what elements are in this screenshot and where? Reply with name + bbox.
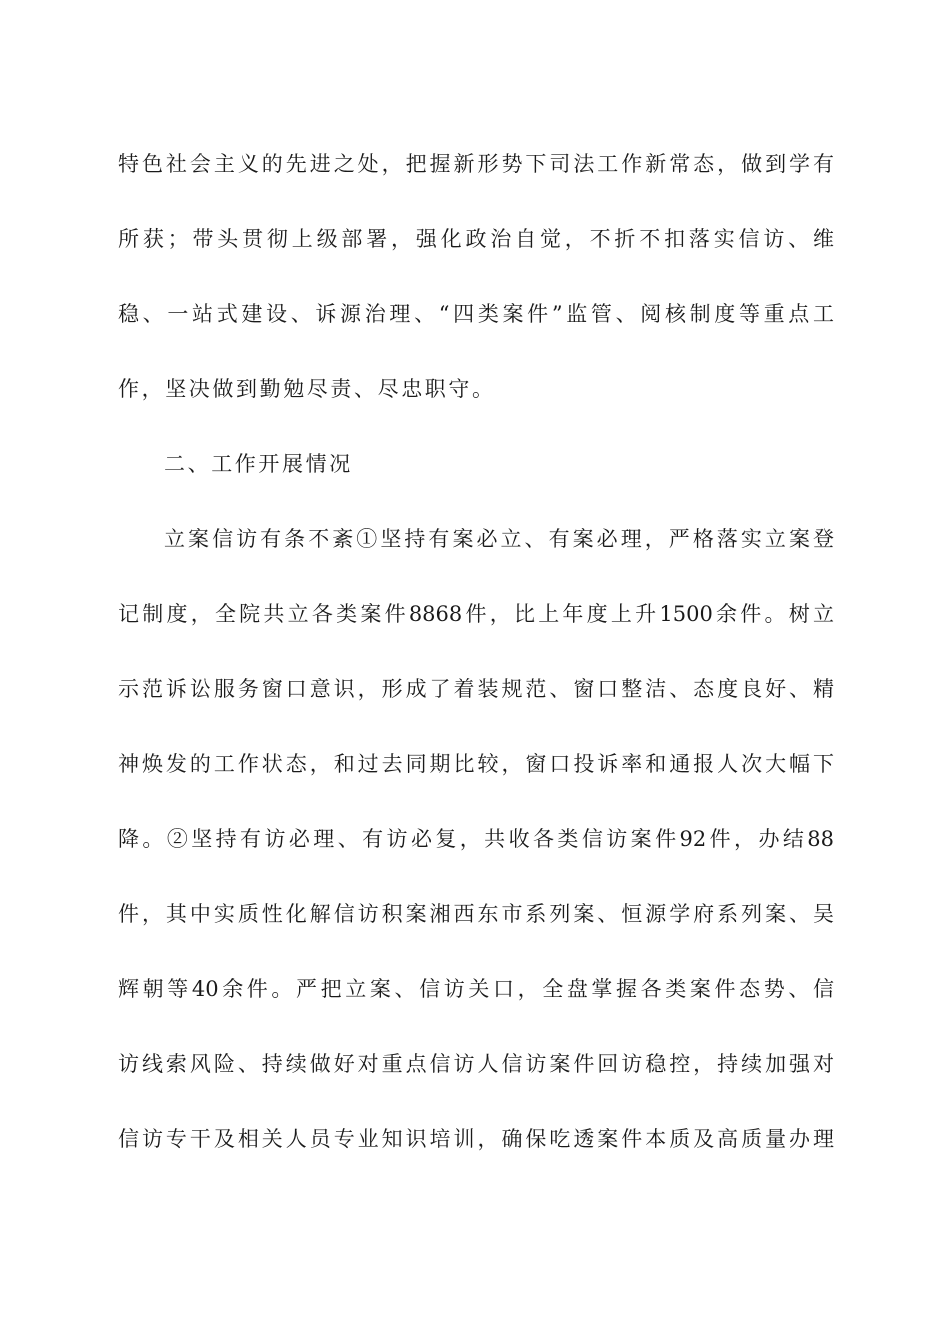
paragraph-line: 记制度，全院共立各类案件8868件，比上年度上升1500余件。树立	[118, 602, 834, 626]
paragraph-line: 作，坚决做到勤勉尽责、尽忠职守。	[118, 377, 496, 401]
paragraph-line: 神焕发的工作状态，和过去同期比较，窗口投诉率和通报人次大幅下	[118, 752, 834, 776]
section-heading: 二、工作开展情况	[164, 452, 353, 476]
paragraph-line: 访线索风险、持续做好对重点信访人信访案件回访稳控，持续加强对	[118, 1052, 834, 1076]
paragraph-line: 件，其中实质性化解信访积案湘西东市系列案、恒源学府系列案、吴	[118, 902, 834, 926]
paragraph-line: 稳、一站式建设、诉源治理、“四类案件”监管、阅核制度等重点工	[118, 302, 834, 326]
paragraph-line: 立案信访有条不紊①坚持有案必立、有案必理，严格落实立案登	[164, 527, 834, 551]
paragraph-line: 降。②坚持有访必理、有访必复，共收各类信访案件92件，办结88	[118, 827, 834, 851]
paragraph-line: 示范诉讼服务窗口意识，形成了着装规范、窗口整洁、态度良好、精	[118, 677, 834, 701]
paragraph-line: 特色社会主义的先进之处，把握新形势下司法工作新常态，做到学有	[118, 152, 834, 176]
document-body	[118, 140, 834, 1190]
paragraph-line: 信访专干及相关人员专业知识培训，确保吃透案件本质及高质量办理	[118, 1127, 834, 1151]
paragraph-line: 辉朝等40余件。严把立案、信访关口，全盘掌握各类案件态势、信	[118, 977, 834, 1001]
paragraph-line: 所获；带头贯彻上级部署，强化政治自觉，不折不扣落实信访、维	[118, 227, 834, 251]
